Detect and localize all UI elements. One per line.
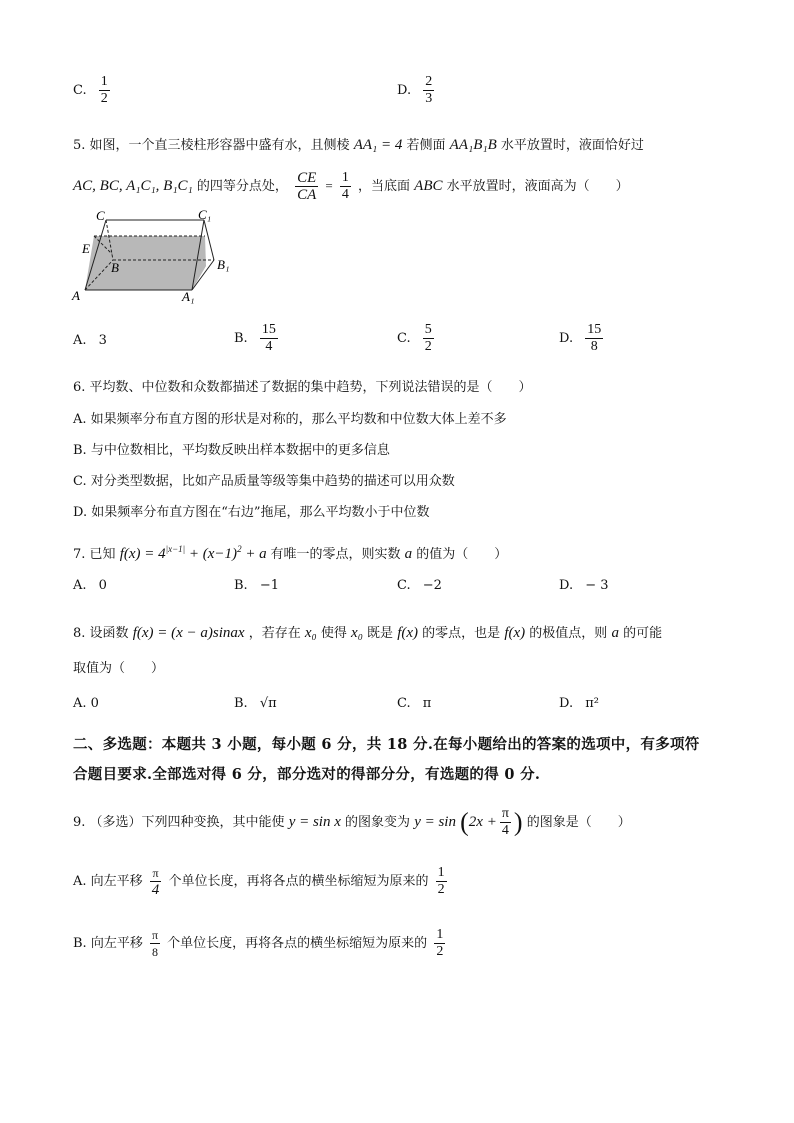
q5-label-a: A [72,288,80,303]
q5-option-d-fraction [585,322,603,355]
q9-stem-a: 9. （多选）下列四种变换，其中能使 [73,815,285,830]
q7-stem-a: 7. 已知 [73,547,116,562]
q7-option-d [559,578,609,593]
q7-option-a [73,578,107,593]
q9-option-a-shift-den: 4 [151,882,160,898]
q7-option-c-value: −2 [422,578,442,593]
q5-option-c-num: 5 [424,322,432,337]
q9-option-a-shift-num: π [150,865,162,882]
q9-pi-den: 4 [501,823,509,838]
q4-option-c [73,74,113,107]
q4-option-d-den: 3 [425,91,433,106]
q4-option-d [397,74,437,107]
q5-option-b-den: 4 [265,339,273,354]
q9-option-b-scale-den: 2 [436,944,444,959]
q9-stem-b: 的图象变为 [345,815,411,830]
q5-edges: AC, BC, A₁C₁, B₁C₁ [73,178,193,194]
q8-stem-e: 的零点，也是 [422,626,501,641]
q4-option-c-num: 1 [100,74,108,89]
q9-pi-num: π [501,806,509,821]
q5-option-a-value: 3 [98,333,107,348]
q5-ratio-value-num: 1 [341,170,349,185]
q5-option-a [73,333,107,348]
q7-option-a-letter: A. [73,578,87,593]
q5-label-a1: A₁ [182,289,195,304]
q9-option-a-scale [436,865,447,898]
q5-option-a-letter: A. [73,333,87,348]
q8-stem-f: 的极值点，则 [529,626,608,641]
q8-stem-line1 [73,624,662,643]
q4-option-c-den: 2 [100,91,108,106]
q5-stem-c: 水平放置时，液面恰好过 [500,138,644,153]
q7-option-c [397,578,442,593]
q9-option-b-pre: B. 向左平移 [73,936,143,951]
q5-stem-a: 5. 如图，一个直三棱柱形容器中盛有水，且侧棱 [73,138,350,153]
q5-label-b: B [111,260,119,275]
q7-option-a-value: 0 [98,578,107,593]
q7-option-b-value: −1 [259,578,279,593]
q9-function-1: y = sin x [288,814,341,830]
q9-option-a-shift [150,865,162,898]
q4-option-c-fraction [99,74,110,107]
q5-ratio-value-den: 4 [341,187,349,202]
q8-option-a [73,696,99,711]
q5-ratio-eq: = [325,178,333,193]
q5-face-label: AA₁B₁B [449,137,497,153]
q8-option-c-value: π [422,696,432,711]
q8-option-b-value: √π [259,696,277,711]
q8-option-d-letter: D. [559,696,574,711]
q5-prism-figure [68,208,238,308]
q5-label-b1: B₁ [217,257,230,272]
q7-stem [73,540,507,564]
q7-stem-c: 的值为（ ） [416,547,508,562]
q4-option-d-letter: D. [397,83,412,98]
q4-option-c-letter: C. [73,83,87,98]
q8-option-b [234,696,277,711]
q9-pi-over-4 [500,806,511,839]
q5-option-c [397,322,437,355]
q5-label-c1: C₁ [198,208,212,222]
q5-aa1-equation: AA₁ = 4 [353,137,403,153]
q8-stem-c: 使得 [320,626,347,641]
q8-option-c-letter: C. [397,696,411,711]
q7-option-b [234,578,279,593]
q9-stem [73,804,631,841]
q7-stem-b: 有唯一的零点，则实数 [270,547,401,562]
q5-option-b [234,322,281,355]
q6-stem: 6. 平均数、中位数和众数都描述了数据的集中趋势，下列说法错误的是（ ） [73,380,532,395]
q5-ratio-num: CE [297,170,317,186]
q5-ratio-fraction [295,170,318,203]
q9-stem-c: 的图象是（ ） [526,815,631,830]
q5-option-c-fraction [423,322,434,355]
q7-option-c-letter: C. [397,578,411,593]
q5-stem-f: 水平放置时，液面高为（ ） [446,179,629,194]
q9-option-a-post: 个单位长度，再将各点的横坐标缩短为原来的 [168,874,429,889]
q9-option-b [73,924,448,964]
q9-option-a [73,862,450,902]
q5-option-c-letter: C. [397,331,411,346]
q9-option-b-post: 个单位长度，再将各点的横坐标缩短为原来的 [167,936,428,951]
q8-x0-a: x₀ [304,625,317,641]
q6-option-c: C. 对分类型数据，比如产品质量等级等集中趋势的描述可以用众数 [73,474,455,489]
q9-option-b-scale [434,927,445,960]
q5-option-b-num: 15 [261,322,276,337]
q5-option-b-letter: B. [234,331,248,346]
q8-option-d-value: π² [585,696,599,711]
q9-option-a-pre: A. 向左平移 [73,874,143,889]
section2-heading-line2: 合题目要求.全部选对得 6 分，部分选对的得部分分，有选题的得 0 分. [73,766,541,783]
q9-option-b-shift-den: 8 [152,945,158,959]
q9-function-2-inner: 2x + [468,814,497,830]
q8-fx-b: f(x) [504,625,526,641]
q5-water-region [85,236,206,290]
q8-option-a-value: 0 [90,696,99,711]
q5-base-label: ABC [414,178,443,194]
q7-option-b-letter: B. [234,578,248,593]
q8-option-b-letter: B. [234,696,248,711]
q6-option-a: A. 如果频率分布直方图的形状是对称的，那么平均数和中位数大体上差不多 [73,412,507,427]
q5-option-d [559,322,606,355]
q9-option-a-scale-den: 2 [437,882,445,897]
q8-stem-a: 8. 设函数 [73,626,129,641]
q5-option-c-den: 2 [424,339,432,354]
q9-option-a-scale-num: 1 [437,865,445,880]
q4-option-d-fraction [423,74,434,107]
q5-stem-e: ，当底面 [358,179,411,194]
q5-ratio-value [340,170,351,203]
q8-stem-b: ，若存在 [248,626,301,641]
q8-fx-a: f(x) [397,625,419,641]
q5-stem-line1 [73,136,644,155]
section2-heading-line1: 二、多选题：本题共 3 小题，每小题 6 分，共 18 分.在每小题给出的答案的选项中，有多项符 [73,736,700,753]
q5-option-d-den: 8 [590,339,598,354]
q7-function: $f(x) = 4^{|x-1|} + (x-1)^2 + a$ [119,544,271,562]
q5-option-d-letter: D. [559,331,574,346]
q8-option-c [397,696,431,711]
q5-stem-b: 若侧面 [406,138,446,153]
q7-var: a [404,546,413,562]
q9-option-b-scale-num: 1 [436,927,444,942]
q7-option-d-letter: D. [559,578,574,593]
q5-ratio-den: CA [297,187,317,203]
q9-right-paren: ) [513,807,523,837]
q9-option-b-shift-num: π [151,928,159,942]
q8-var: a [611,625,619,641]
q6-option-b: B. 与中位数相比，平均数反映出样本数据中的更多信息 [73,443,390,458]
q8-stem-line2: 取值为（ ） [73,661,165,676]
q8-option-d [559,696,599,711]
q5-option-b-fraction [260,322,278,355]
q5-label-e: E [82,241,90,256]
q9-option-b-shift [150,927,160,960]
q8-option-a-letter: A. [73,696,87,711]
q6-option-d: D. 如果频率分布直方图在“右边”拖尾，那么平均数小于中位数 [73,505,430,520]
q8-stem-d: 既是 [367,626,394,641]
q4-option-d-num: 2 [425,74,433,89]
q9-function-2-pre: y = sin [414,814,456,830]
q7-option-d-value: − 3 [585,578,609,593]
q8-function: f(x) = (x − a)sinax [132,625,245,641]
q9-left-paren: ( [460,807,469,837]
q8-x0-b: x₀ [351,625,363,641]
q5-stem-d: 的四等分点处， [196,179,288,194]
q5-stem-line2 [73,168,629,205]
q5-label-c: C [96,208,105,223]
q8-stem-g: 的可能 [623,626,663,641]
q5-option-d-num: 15 [587,322,602,337]
